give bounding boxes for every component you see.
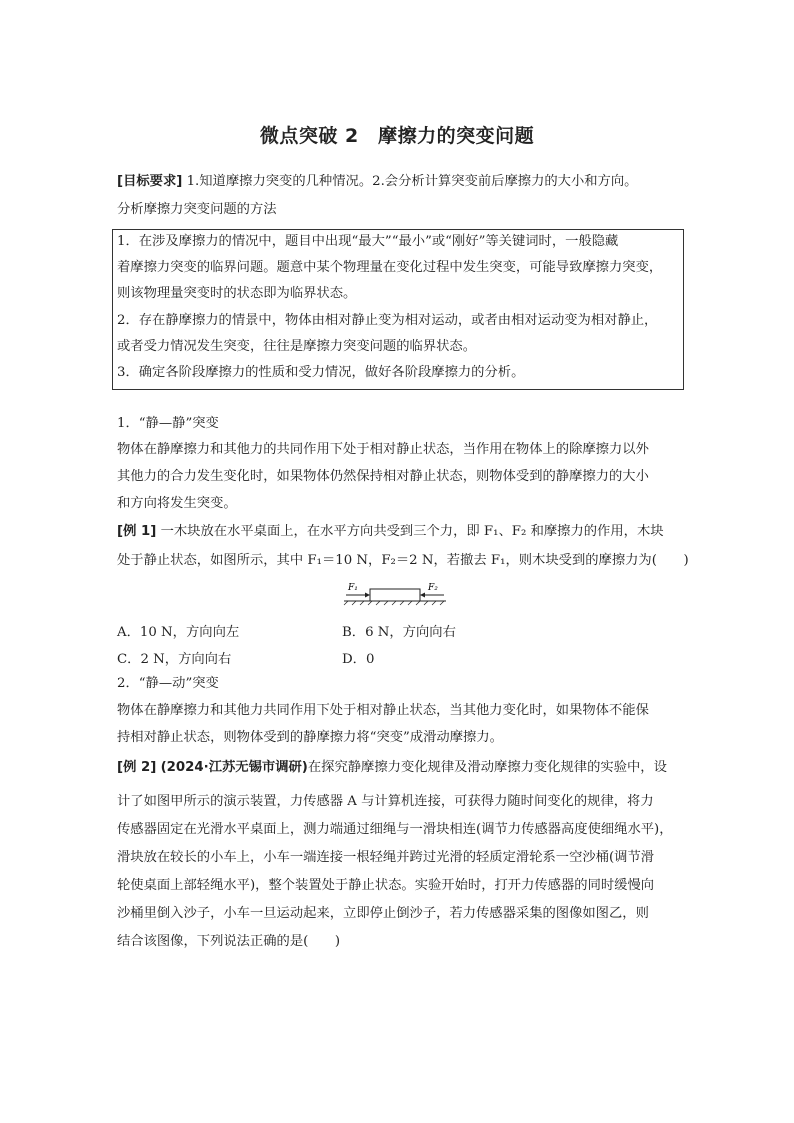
section1-line: 物体在静摩擦力和其他力的共同作用下处于相对静止状态，当作用在物体上的除摩擦力以外 <box>117 442 649 457</box>
option-d: D．0 <box>342 652 375 667</box>
section1-line: 和方向将发生突变。 <box>117 496 237 511</box>
option-b: B．6 N，方向向右 <box>342 625 456 640</box>
box-line: 3．确定各阶段摩擦力的性质和受力情况，做好各阶段摩擦力的分析。 <box>117 365 525 380</box>
block-force-diagram <box>340 580 450 606</box>
label-f2: F₂ <box>428 583 438 593</box>
example2-label: [例 2] <box>117 760 157 775</box>
force-f1-arrowhead <box>365 593 370 598</box>
example2-line: 沙桶里倒入沙子，小车一旦运动起来，立即停止倒沙子，若力传感器采集的图像如图乙，则 <box>117 906 649 921</box>
force-f2-arrowhead <box>420 593 425 598</box>
example2-line: 结合该图像，下列说法正确的是( ) <box>117 934 341 949</box>
method-heading: 分析摩擦力突变问题的方法 <box>117 202 277 217</box>
page-title: 微点突破 2 摩擦力的突变问题 <box>259 125 535 147</box>
label-f1: F₁ <box>348 583 358 593</box>
example2-line: 计了如图甲所示的演示装置，力传感器 A 与计算机连接，可获得力随时间变化的规律，将力 <box>117 794 654 809</box>
section1-line: 其他力的合力发生变化时，如果物体仍然保持相对静止状态，则物体受到的静摩擦力的大小 <box>117 469 649 484</box>
option-a: A．10 N，方向向左 <box>117 625 240 640</box>
section2-line: 物体在静摩擦力和其他力共同作用下处于相对静止状态，当其他力变化时，如果物体不能保 <box>117 703 649 718</box>
box-line: 或者受力情况发生突变，往往是摩擦力突变问题的临界状态。 <box>117 339 477 354</box>
box-line: 2．存在静摩擦力的情景中，物体由相对静止变为相对运动，或者由相对运动变为相对静止， <box>117 313 658 328</box>
example1-text: 一木块放在水平桌面上，在水平方向共受到三个力，即 F₁、F₂ 和摩擦力的作用，木块 <box>160 524 664 539</box>
table-hatching <box>344 601 444 605</box>
box-line: 着摩擦力突变的临界问题。题意中某个物理量在变化过程中发生突变，可能导致摩擦力突变， <box>117 260 663 275</box>
goal-label: [目标要求] <box>117 174 183 189</box>
box-line: 1．在涉及摩擦力的情况中，题目中出现“最大”“最小”或“刚好”等关键词时，一般隐藏 <box>117 234 619 249</box>
wooden-block <box>370 589 420 601</box>
section2-line: 持相对静止状态，则物体受到的静摩擦力将“突变”成滑动摩擦力。 <box>117 730 503 745</box>
section2-heading: 2．“静—动”突变 <box>117 676 219 691</box>
example2-line: 轮使桌面上部轻绳水平)，整个装置处于静止状态。实验开始时，打开力传感器的同时缓慢向 <box>117 878 655 893</box>
example2-text: 在探究静摩擦力变化规律及滑动摩擦力变化规律的实验中，设 <box>307 760 667 775</box>
example2-line: 滑块放在较长的小车上，小车一端连接一根轻绳并跨过光滑的轻质定滑轮系一空沙桶(调节滑 <box>117 850 655 865</box>
goal-text: 1.知道摩擦力突变的几种情况。2.会分析计算突变前后摩擦力的大小和方向。 <box>186 174 638 189</box>
example2-line1 <box>117 759 667 777</box>
example1-label: [例 1] <box>117 524 157 539</box>
section1-heading: 1．“静—静”突变 <box>117 416 219 431</box>
option-c: C．2 N，方向向右 <box>117 652 232 667</box>
method-box <box>112 229 684 390</box>
example1-line1 <box>117 523 664 541</box>
goal-line <box>117 173 637 191</box>
example2-line: 传感器固定在光滑水平桌面上，测力端通过细绳与一滑块相连(调节力传感器高度使细绳水平)， <box>117 822 673 837</box>
example1-line2: 处于静止状态，如图所示，其中 F₁＝10 N，F₂＝2 N，若撤去 F₁，则木块受到的摩擦力为( ) <box>117 553 689 568</box>
box-line: 则该物理量突变时的状态即为临界状态。 <box>117 286 357 301</box>
example2-source: (2024·江苏无锡市调研) <box>160 760 308 775</box>
